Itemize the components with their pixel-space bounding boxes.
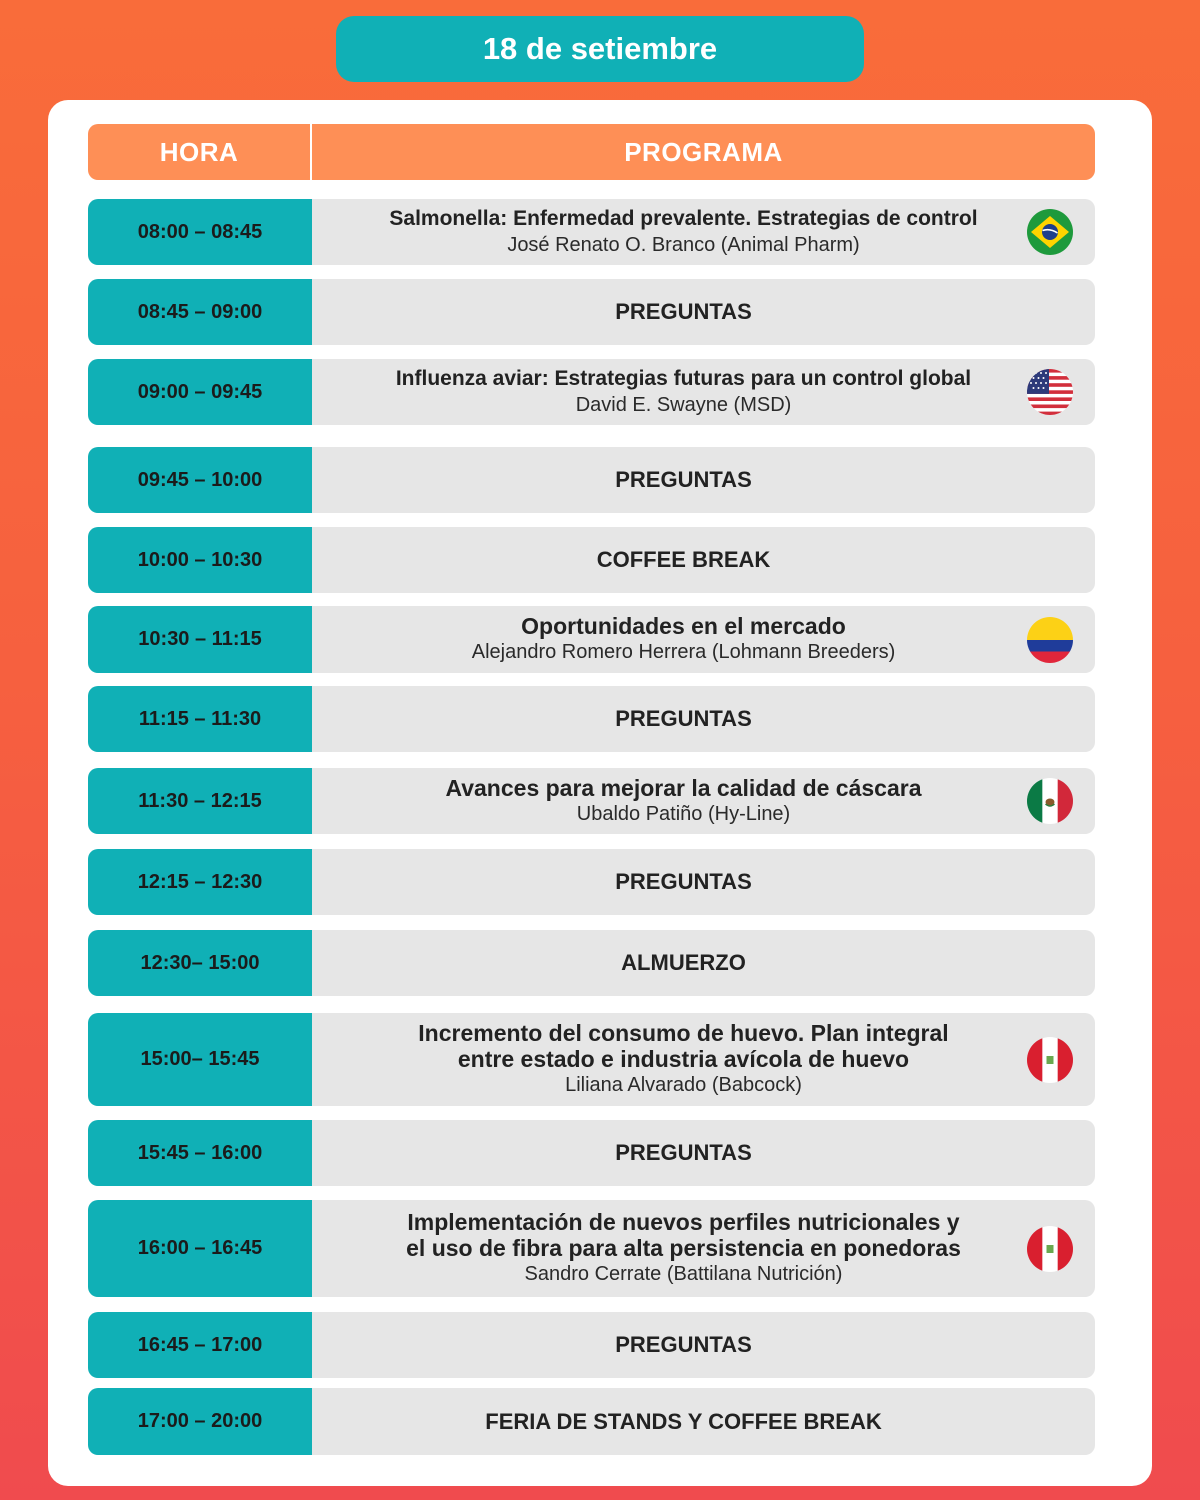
time-slot: 12:30– 15:00 [88, 930, 312, 996]
talk-title: Oportunidades en el mercado [521, 613, 846, 639]
brazil-flag-icon [1027, 209, 1073, 255]
session-label: COFFEE BREAK [596, 547, 771, 572]
schedule-row [88, 1200, 1095, 1297]
schedule-row [88, 930, 1095, 996]
peru-flag-icon [1027, 1226, 1073, 1272]
time-slot: 15:45 – 16:00 [88, 1120, 312, 1186]
speaker: Liliana Alvarado (Babcock) [565, 1074, 802, 1096]
time-slot: 12:15 – 12:30 [88, 849, 312, 915]
time-slot: 09:00 – 09:45 [88, 359, 312, 425]
date-banner: 18 de setiembre [336, 16, 864, 82]
schedule-row [88, 447, 1095, 513]
header-hora: HORA [88, 124, 312, 180]
session-label: PREGUNTAS [615, 869, 752, 894]
program-cell [312, 199, 1095, 265]
speaker: José Renato O. Branco (Animal Pharm) [507, 233, 860, 256]
session-label: PREGUNTAS [615, 1332, 752, 1357]
time-slot: 10:30 – 11:15 [88, 606, 312, 673]
session-label: PREGUNTAS [615, 1140, 752, 1165]
peru-flag-icon [1027, 1037, 1073, 1083]
time-slot: 11:30 – 12:15 [88, 768, 312, 834]
time-slot: 15:00– 15:45 [88, 1013, 312, 1106]
speaker: Sandro Cerrate (Battilana Nutrición) [524, 1263, 843, 1285]
session-label: FERIA DE STANDS Y COFFEE BREAK [485, 1408, 882, 1434]
program-cell [312, 1013, 1095, 1106]
schedule-row [88, 1013, 1095, 1106]
session-label: ALMUERZO [621, 950, 746, 975]
speaker: Alejandro Romero Herrera (Lohmann Breeders) [471, 641, 896, 663]
time-slot: 17:00 – 20:00 [88, 1388, 312, 1455]
program-cell [312, 359, 1095, 425]
session-label: PREGUNTAS [615, 706, 752, 731]
program-cell [312, 1200, 1095, 1297]
time-slot: 09:45 – 10:00 [88, 447, 312, 513]
talk-title-line: Implementación de nuevos perfiles nutricionales y [407, 1209, 960, 1235]
speaker: Ubaldo Patiño (Hy-Line) [576, 802, 791, 825]
schedule-row [88, 849, 1095, 915]
talk-title-line: Incremento del consumo de huevo. Plan integral [418, 1020, 949, 1046]
program-cell [312, 279, 1095, 345]
program-cell [312, 930, 1095, 996]
table-header [88, 124, 1095, 180]
header-programa: PROGRAMA [624, 136, 783, 167]
usa-flag-icon [1027, 369, 1073, 415]
schedule-row [88, 1120, 1095, 1186]
program-cell [312, 1388, 1095, 1455]
time-slot: 10:00 – 10:30 [88, 527, 312, 593]
program-cell [312, 1312, 1095, 1378]
schedule-row [88, 606, 1095, 673]
program-cell [312, 768, 1095, 834]
time-slot: 08:45 – 09:00 [88, 279, 312, 345]
time-slot: 11:15 – 11:30 [88, 686, 312, 752]
session-label: PREGUNTAS [615, 467, 752, 492]
program-cell [312, 686, 1095, 752]
schedule-row [88, 686, 1095, 752]
talk-title: Influenza aviar: Estrategias futuras para un control global [395, 366, 972, 390]
talk-title: Avances para mejorar la calidad de cáscara [445, 774, 922, 801]
schedule-row [88, 527, 1095, 593]
schedule-row [88, 359, 1095, 425]
mexico-flag-icon [1027, 778, 1073, 824]
talk-title-line: el uso de fibra para alta persistencia en ponedoras [406, 1235, 961, 1261]
schedule-row [88, 1312, 1095, 1378]
program-cell [312, 606, 1095, 673]
program-cell [312, 527, 1095, 593]
talk-title-line: entre estado e industria avícola de huevo [457, 1046, 910, 1072]
colombia-flag-icon [1027, 617, 1073, 663]
program-cell [312, 1120, 1095, 1186]
schedule-row [88, 768, 1095, 834]
session-label: PREGUNTAS [615, 299, 752, 324]
time-slot: 16:45 – 17:00 [88, 1312, 312, 1378]
program-cell [312, 447, 1095, 513]
program-cell [312, 849, 1095, 915]
speaker: David E. Swayne (MSD) [575, 393, 792, 416]
schedule-row [88, 199, 1095, 265]
time-slot: 16:00 – 16:45 [88, 1200, 312, 1297]
schedule-row [88, 279, 1095, 345]
talk-title: Salmonella: Enfermedad prevalente. Estrategias de control [389, 206, 978, 230]
schedule-row [88, 1388, 1095, 1455]
schedule-card [48, 100, 1152, 1486]
time-slot: 08:00 – 08:45 [88, 199, 312, 265]
